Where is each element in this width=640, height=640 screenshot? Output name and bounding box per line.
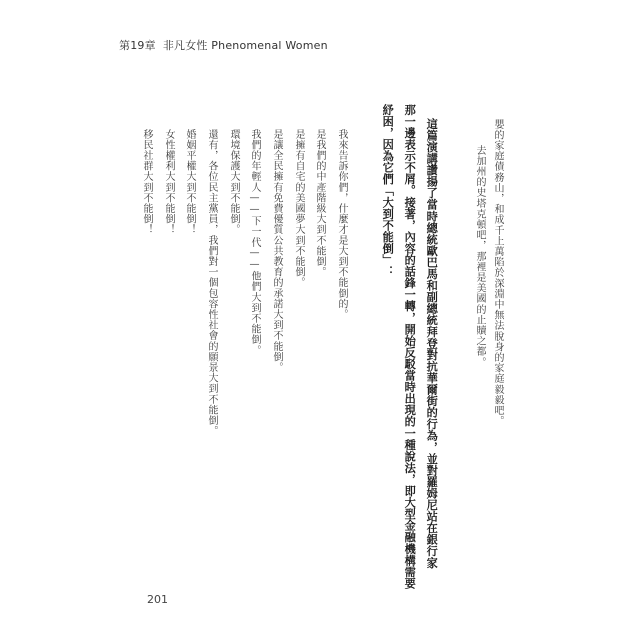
text-column: 女性權利大到不能倒！ [163,129,174,235]
text-column: 嬰的家庭債務山，和成千上萬陷於深淵中無法脫身的家庭毅毅吧。 [492,119,503,427]
text-column: 移民社群大到不能倒！ [141,129,152,235]
text-column: 還有，各位民主黨員，我們對一個包容性社會的願景大到不能倒。 [206,129,217,437]
chapter-label: 第19章 [119,39,156,52]
text-column: 這篇演講讚揚了當時總統歐巴馬和副總統拜登對抗華爾街的行為，並對羅姆尼站在銀行家 [425,118,440,569]
running-head [119,37,335,53]
text-column: 是我們的中產階級大到不能倒。 [314,129,325,278]
text-column: 我來告訴你們，什麼才是大到不能倒的。 [336,129,347,320]
text-column: 去加州的史塔克頓吧，那裡是美國的止贖之都。 [474,145,485,368]
text-column: 那一邊表示不屑。接著，內容的話鋒一轉，開始反駁當時出現的一種說法，即大型金融機構需要 [403,104,418,590]
text-column: 是擁有自宅的美國夢大到不能倒。 [293,129,304,288]
text-column: 環境保護大到不能倒。 [228,129,239,235]
text-column: 婚姻平權大到不能倒！ [184,129,195,235]
text-column: 是讓全民擁有免費優質公共教育的承諾大到不能倒。 [271,129,282,373]
text-column: 紓困，因為它們「大到不能倒」： [381,104,396,278]
chapter-title: 非凡女性 Phenomenal Women [162,39,328,52]
text-column: 我們的年輕人——下一代——他們大到不能倒。 [249,129,260,356]
page-number: 201 [147,593,168,606]
